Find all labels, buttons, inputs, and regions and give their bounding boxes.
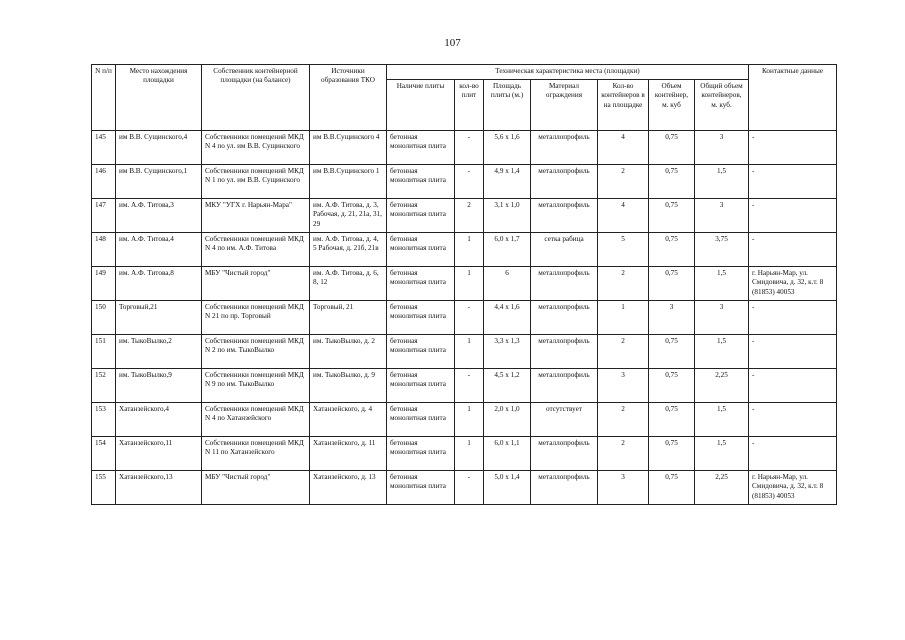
cell-volume: 0,75 xyxy=(649,369,695,403)
cell-containers: 3 xyxy=(598,369,649,403)
header-fence: Материал ограждения xyxy=(531,80,598,131)
cell-fence: металлопрофиль xyxy=(531,131,598,165)
cell-contacts: - xyxy=(749,369,837,403)
cell-containers: 2 xyxy=(598,165,649,199)
cell-volume: 0,75 xyxy=(649,437,695,471)
cell-source: им. А.Ф. Титова, д. 6, 8, 12 xyxy=(310,267,387,301)
cell-slab: бетонная монолитная плита xyxy=(387,301,455,335)
table-row xyxy=(92,267,837,301)
cell-area: 5,6 x 1,6 xyxy=(484,131,531,165)
cell-containers: 4 xyxy=(598,131,649,165)
cell-volume: 0,75 xyxy=(649,403,695,437)
cell-slab-count: 1 xyxy=(455,437,484,471)
cell-owner: МБУ "Чистый город" xyxy=(202,267,310,301)
header-slab: Наличие плиты xyxy=(387,80,455,131)
cell-slab-count: 1 xyxy=(455,335,484,369)
cell-location: Хатанзейского,13 xyxy=(116,471,202,505)
table-row xyxy=(92,437,837,471)
cell-location: им В.В. Сущинского,4 xyxy=(116,131,202,165)
cell-fence: металлопрофиль xyxy=(531,335,598,369)
header-location: Место нахождения площадки xyxy=(116,65,202,131)
cell-location: им В.В. Сущинского,1 xyxy=(116,165,202,199)
cell-location: Торговый,21 xyxy=(116,301,202,335)
cell-total: 3 xyxy=(695,199,749,233)
cell-slab-count: - xyxy=(455,471,484,505)
table-row xyxy=(92,165,837,199)
cell-slab: бетонная монолитная плита xyxy=(387,199,455,233)
cell-containers: 4 xyxy=(598,199,649,233)
cell-source: им. А.Ф. Титова, д. 4, 5 Рабочая, д. 21б, 21в xyxy=(310,233,387,267)
cell-owner: Собственники помещений МКД N 21 по пр. Торговый xyxy=(202,301,310,335)
cell-fence: отсутствует xyxy=(531,403,598,437)
cell-area: 6,0 x 1,1 xyxy=(484,437,531,471)
cell-volume: 0,75 xyxy=(649,233,695,267)
cell-total: 1,5 xyxy=(695,403,749,437)
cell-slab-count: 1 xyxy=(455,403,484,437)
cell-volume: 0,75 xyxy=(649,199,695,233)
cell-fence: металлопрофиль xyxy=(531,267,598,301)
header-containers: Кол-во контейнеров в на площадке xyxy=(598,80,649,131)
cell-source: Хатанзейского, д. 11 xyxy=(310,437,387,471)
cell-area: 4,4 x 1,6 xyxy=(484,301,531,335)
cell-area: 4,9 x 1,4 xyxy=(484,165,531,199)
cell-owner: Собственники помещений МКД N 4 по им. А.Ф. Титова xyxy=(202,233,310,267)
cell-num: 149 xyxy=(92,267,116,301)
cell-volume: 0,75 xyxy=(649,267,695,301)
cell-slab: бетонная монолитная плита xyxy=(387,437,455,471)
cell-owner: Собственники помещений МКД N 11 по Хатанзейского xyxy=(202,437,310,471)
cell-slab-count: 1 xyxy=(455,267,484,301)
cell-fence: металлопрофиль xyxy=(531,369,598,403)
header-contacts: Контактные данные xyxy=(749,65,837,131)
cell-containers: 5 xyxy=(598,233,649,267)
cell-contacts: - xyxy=(749,131,837,165)
cell-containers: 2 xyxy=(598,267,649,301)
cell-source: им В.В.Сущинского 1 xyxy=(310,165,387,199)
cell-num: 155 xyxy=(92,471,116,505)
table-row xyxy=(92,233,837,267)
registry-table xyxy=(91,64,837,505)
cell-source: им. ТыкоВылко, д. 2 xyxy=(310,335,387,369)
cell-containers: 2 xyxy=(598,437,649,471)
cell-owner: Собственники помещений МКД N 4 по ул. им В.В. Сущинского xyxy=(202,131,310,165)
cell-volume: 0,75 xyxy=(649,131,695,165)
header-volume: Объем контейнер, м. куб xyxy=(649,80,695,131)
table-row xyxy=(92,369,837,403)
cell-contacts: г. Нарьян-Мар, ул. Смидовича, д. 32, к.т. 8 (81853) 40053 xyxy=(749,471,837,505)
cell-location: им. А.Ф. Титова,3 xyxy=(116,199,202,233)
header-area: Площадь плиты (м.) xyxy=(484,80,531,131)
cell-source: Хатанзейского, д. 4 xyxy=(310,403,387,437)
cell-volume: 0,75 xyxy=(649,165,695,199)
cell-num: 152 xyxy=(92,369,116,403)
cell-slab: бетонная монолитная плита xyxy=(387,233,455,267)
cell-total: 3 xyxy=(695,301,749,335)
header-source: Источники образования ТКО xyxy=(310,65,387,131)
cell-source: им В.В.Сущинского 4 xyxy=(310,131,387,165)
cell-slab: бетонная монолитная плита xyxy=(387,471,455,505)
cell-area: 4,5 x 1,2 xyxy=(484,369,531,403)
header-tech-group: Техническая характеристика места (площадки) xyxy=(387,65,749,80)
cell-owner: Собственники помещений МКД N 9 по им. ТыкоВылко xyxy=(202,369,310,403)
page-number: 107 xyxy=(444,37,461,49)
cell-location: Хатанзейского,4 xyxy=(116,403,202,437)
table-row xyxy=(92,335,837,369)
cell-contacts: - xyxy=(749,199,837,233)
header-num: N п/п xyxy=(92,65,116,131)
cell-source: Хатанзейского, д. 13 xyxy=(310,471,387,505)
cell-location: им. А.Ф. Титова,8 xyxy=(116,267,202,301)
cell-slab: бетонная монолитная плита xyxy=(387,335,455,369)
cell-owner: МБУ "Чистый город" xyxy=(202,471,310,505)
cell-slab-count: - xyxy=(455,131,484,165)
table-row xyxy=(92,471,837,505)
cell-fence: металлопрофиль xyxy=(531,199,598,233)
cell-volume: 0,75 xyxy=(649,335,695,369)
cell-num: 154 xyxy=(92,437,116,471)
table-row xyxy=(92,403,837,437)
cell-slab-count: - xyxy=(455,165,484,199)
cell-area: 6,0 x 1,7 xyxy=(484,233,531,267)
cell-total: 1,5 xyxy=(695,437,749,471)
cell-contacts: - xyxy=(749,301,837,335)
cell-area: 3,3 x 1,3 xyxy=(484,335,531,369)
cell-fence: металлопрофиль xyxy=(531,471,598,505)
cell-containers: 2 xyxy=(598,335,649,369)
cell-slab: бетонная монолитная плита xyxy=(387,403,455,437)
cell-total: 1,5 xyxy=(695,165,749,199)
cell-slab-count: - xyxy=(455,301,484,335)
cell-volume: 0,75 xyxy=(649,471,695,505)
cell-num: 153 xyxy=(92,403,116,437)
cell-total: 1,5 xyxy=(695,335,749,369)
cell-owner: Собственники помещений МКД N 1 по ул. им В.В. Сущинского xyxy=(202,165,310,199)
cell-source: им. ТыкоВылко, д. 9 xyxy=(310,369,387,403)
cell-slab: бетонная монолитная плита xyxy=(387,131,455,165)
cell-contacts: - xyxy=(749,165,837,199)
cell-source: им. А.Ф. Титова, д. 3, Рабочая, д. 21, 21а, 31, 29 xyxy=(310,199,387,233)
cell-fence: сетка рабица xyxy=(531,233,598,267)
cell-slab: бетонная монолитная плита xyxy=(387,369,455,403)
cell-num: 147 xyxy=(92,199,116,233)
table-row xyxy=(92,131,837,165)
cell-area: 6 xyxy=(484,267,531,301)
cell-area: 3,1 x 1,0 xyxy=(484,199,531,233)
cell-contacts: - xyxy=(749,335,837,369)
cell-containers: 2 xyxy=(598,403,649,437)
cell-contacts: - xyxy=(749,403,837,437)
cell-total: 2,25 xyxy=(695,471,749,505)
cell-num: 148 xyxy=(92,233,116,267)
cell-volume: 3 xyxy=(649,301,695,335)
cell-location: им. ТыкоВылко,9 xyxy=(116,369,202,403)
cell-num: 146 xyxy=(92,165,116,199)
cell-owner: Собственники помещений МКД N 4 по Хатанзейского xyxy=(202,403,310,437)
cell-area: 2,0 x 1,0 xyxy=(484,403,531,437)
cell-owner: Собственники помещений МКД N 2 по им. ТыкоВылко xyxy=(202,335,310,369)
cell-total: 3 xyxy=(695,131,749,165)
table-body xyxy=(92,131,837,505)
cell-total: 3,75 xyxy=(695,233,749,267)
cell-source: Торговый, 21 xyxy=(310,301,387,335)
cell-contacts: - xyxy=(749,437,837,471)
cell-contacts: - xyxy=(749,233,837,267)
cell-location: Хатанзейского,11 xyxy=(116,437,202,471)
cell-location: им. ТыкоВылко,2 xyxy=(116,335,202,369)
cell-num: 145 xyxy=(92,131,116,165)
header-owner: Собственник контейнерной площадки (на балансе) xyxy=(202,65,310,131)
header-total: Общий объем контейнеров, м. куб. xyxy=(695,80,749,131)
cell-slab-count: 1 xyxy=(455,233,484,267)
cell-fence: металлопрофиль xyxy=(531,165,598,199)
cell-containers: 3 xyxy=(598,471,649,505)
cell-fence: металлопрофиль xyxy=(531,301,598,335)
cell-owner: МКУ "УГХ г. Нарьян-Мара" xyxy=(202,199,310,233)
cell-slab: бетонная монолитная плита xyxy=(387,267,455,301)
cell-slab-count: 2 xyxy=(455,199,484,233)
header-slab-count: кол-во плит xyxy=(455,80,484,131)
cell-contacts: г. Нарьян-Мар, ул. Смидовича, д. 32, к.т. 8 (81853) 40053 xyxy=(749,267,837,301)
table-row xyxy=(92,301,837,335)
cell-total: 1,5 xyxy=(695,267,749,301)
cell-location: им. А.Ф. Титова,4 xyxy=(116,233,202,267)
cell-containers: 1 xyxy=(598,301,649,335)
cell-slab-count: - xyxy=(455,369,484,403)
cell-area: 5,0 x 1,4 xyxy=(484,471,531,505)
cell-total: 2,25 xyxy=(695,369,749,403)
cell-slab: бетонная монолитная плита xyxy=(387,165,455,199)
table-row xyxy=(92,199,837,233)
cell-num: 151 xyxy=(92,335,116,369)
cell-num: 150 xyxy=(92,301,116,335)
cell-fence: металлопрофиль xyxy=(531,437,598,471)
